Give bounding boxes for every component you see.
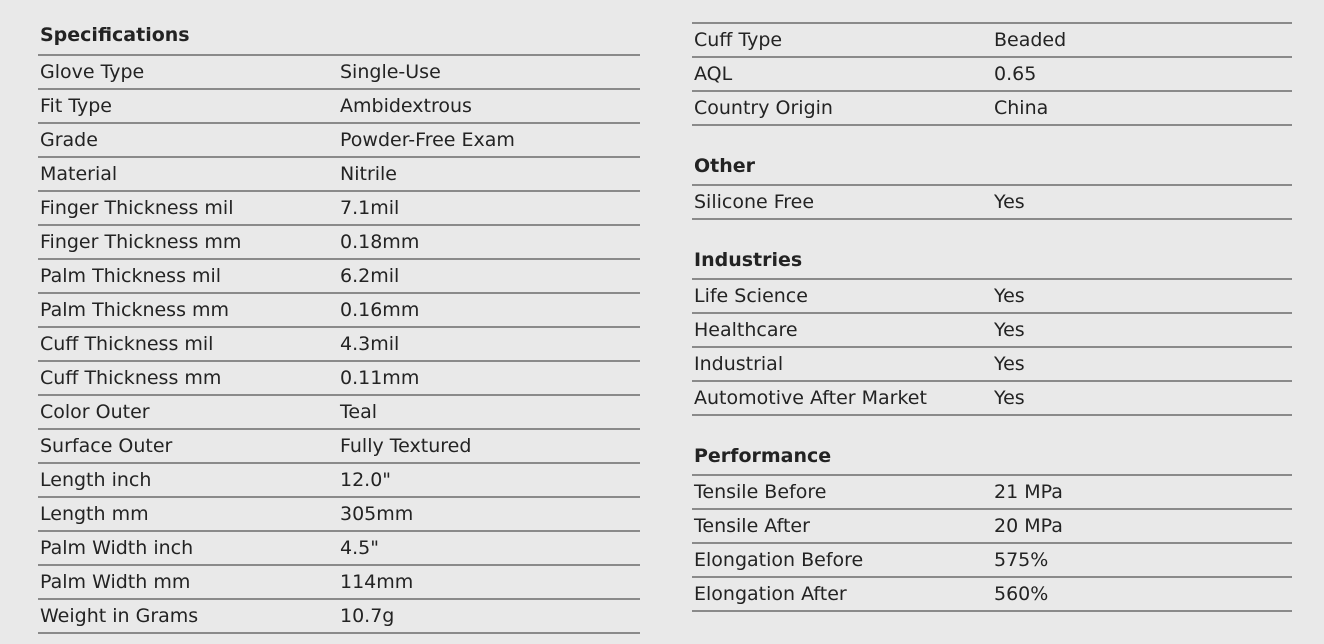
spec-label: Tensile After	[694, 515, 810, 537]
spec-label: Tensile Before	[694, 481, 827, 503]
spec-row-tensile-before	[692, 476, 1292, 510]
spec-value: 21 MPa	[994, 481, 1063, 503]
spec-row-fit-type	[38, 90, 640, 124]
spec-value: 6.2mil	[340, 265, 400, 287]
spec-row-weight-in-grams	[38, 600, 640, 634]
spec-label: Palm Thickness mil	[40, 265, 222, 287]
spec-label: Color Outer	[40, 401, 150, 423]
spec-value: 10.7g	[340, 605, 395, 627]
spec-label: Finger Thickness mil	[40, 197, 234, 219]
spec-label: Healthcare	[694, 319, 798, 341]
section-title-performance: Performance	[694, 445, 832, 467]
spec-label: Weight in Grams	[40, 605, 199, 627]
spec-label: Palm Width mm	[40, 571, 191, 593]
spec-row-healthcare	[692, 314, 1292, 348]
spec-value: Yes	[994, 387, 1025, 409]
spec-row-palm-width-mm	[38, 566, 640, 600]
spec-value: 0.18mm	[340, 231, 420, 253]
spec-value: Teal	[340, 401, 377, 423]
spec-value: 575%	[994, 549, 1049, 571]
spec-row-aql	[692, 58, 1292, 92]
spec-label: Cuff Thickness mil	[40, 333, 214, 355]
spec-label: Glove Type	[40, 61, 145, 83]
spec-row-cuff-thickness-mm	[38, 362, 640, 396]
spec-label: Automotive After Market	[694, 387, 927, 409]
spec-value: 0.65	[994, 63, 1037, 85]
spec-value: Beaded	[994, 29, 1067, 51]
spec-row-country-origin	[692, 92, 1292, 126]
spec-value: 305mm	[340, 503, 414, 525]
spec-row-life-science	[692, 280, 1292, 314]
spec-label: Finger Thickness mm	[40, 231, 242, 253]
spec-value: Powder-Free Exam	[340, 129, 515, 151]
spec-row-industrial	[692, 348, 1292, 382]
spec-label: AQL	[694, 63, 733, 85]
spec-row-palm-thickness-mil	[38, 260, 640, 294]
spec-value: 12.0"	[340, 469, 392, 491]
spec-value: 7.1mil	[340, 197, 400, 219]
spec-label: Fit Type	[40, 95, 112, 117]
spec-value: Yes	[994, 319, 1025, 341]
spec-row-finger-thickness-mil	[38, 192, 640, 226]
spec-label: Palm Thickness mm	[40, 299, 230, 321]
spec-row-palm-thickness-mm	[38, 294, 640, 328]
spec-label: Palm Width inch	[40, 537, 194, 559]
spec-row-palm-width-inch	[38, 532, 640, 566]
spec-row-elongation-before	[692, 544, 1292, 578]
spec-row-surface-outer	[38, 430, 640, 464]
spec-label: Surface Outer	[40, 435, 173, 457]
section-title-other: Other	[694, 155, 756, 177]
section-title-industries: Industries	[694, 249, 803, 271]
spec-value: China	[994, 97, 1049, 119]
spec-row-silicone-free	[692, 186, 1292, 220]
spec-label: Cuff Type	[694, 29, 783, 51]
spec-label: Length mm	[40, 503, 149, 525]
spec-row-grade	[38, 124, 640, 158]
spec-label: Silicone Free	[694, 191, 815, 213]
spec-label: Material	[40, 163, 118, 185]
spec-value: Yes	[994, 353, 1025, 375]
spec-label: Grade	[40, 129, 98, 151]
spec-row-glove-type	[38, 56, 640, 90]
spec-label: Elongation After	[694, 583, 847, 605]
spec-row-length-mm	[38, 498, 640, 532]
spec-value: Ambidextrous	[340, 95, 472, 117]
spec-value: Yes	[994, 285, 1025, 307]
spec-row-tensile-after	[692, 510, 1292, 544]
spec-value: 4.3mil	[340, 333, 400, 355]
spec-value: 4.5"	[340, 537, 379, 559]
spec-value: Nitrile	[340, 163, 397, 185]
spec-row-finger-thickness-mm	[38, 226, 640, 260]
spec-value: 560%	[994, 583, 1049, 605]
spec-value: 0.11mm	[340, 367, 420, 389]
spec-value: 20 MPa	[994, 515, 1063, 537]
spec-value: Yes	[994, 191, 1025, 213]
spec-row-automotive-after-market	[692, 382, 1292, 416]
spec-value: Single-Use	[340, 61, 441, 83]
spec-row-material	[38, 158, 640, 192]
spec-value: 114mm	[340, 571, 414, 593]
spec-row-cuff-thickness-mil	[38, 328, 640, 362]
spec-row-color-outer	[38, 396, 640, 430]
spec-label: Length inch	[40, 469, 152, 491]
section-title-specifications: Specifications	[40, 24, 190, 46]
spec-row-elongation-after	[692, 578, 1292, 612]
spec-label: Life Science	[694, 285, 808, 307]
spec-label: Elongation Before	[694, 549, 864, 571]
spec-row-cuff-type	[692, 24, 1292, 58]
spec-label: Country Origin	[694, 97, 833, 119]
spec-value: 0.16mm	[340, 299, 420, 321]
spec-row-length-inch	[38, 464, 640, 498]
spec-value: Fully Textured	[340, 435, 472, 457]
spec-label: Industrial	[694, 353, 784, 375]
spec-label: Cuff Thickness mm	[40, 367, 222, 389]
